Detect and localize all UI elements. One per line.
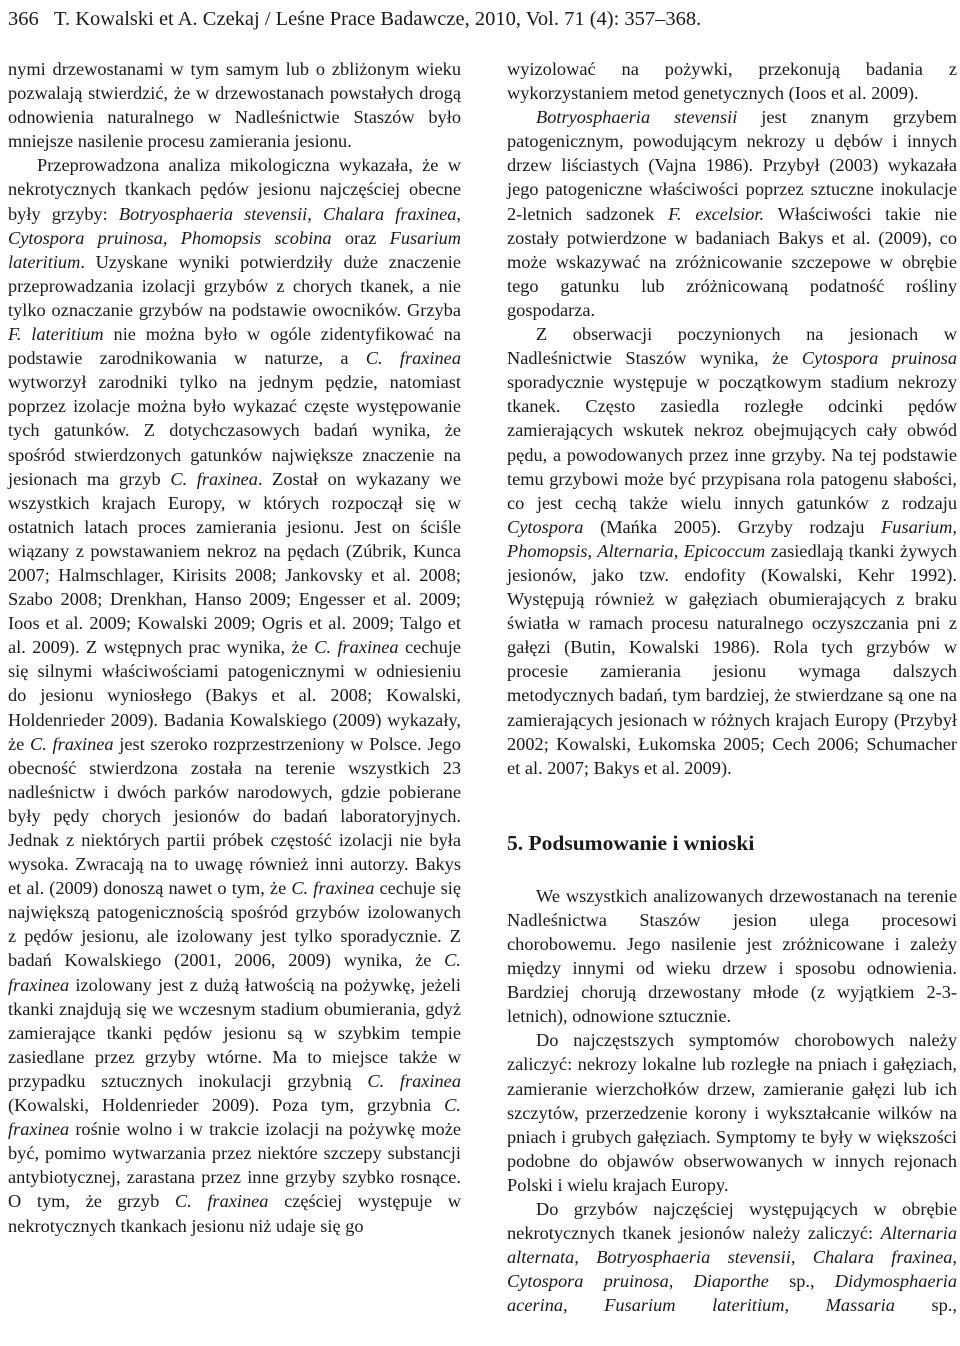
species-name: Cytospora pruinosa bbox=[8, 227, 163, 248]
paragraph bbox=[507, 57, 957, 105]
text-run: wytworzył zarodniki tylko na jednym pędzie, natomiast poprzez izolacje można było wykazać częste występowanie tych gatunków. Z dotychczasowych badań wynika, że spośród stwierdzonych gatunków największe znaczenie na jesionach ma grzyb bbox=[8, 372, 461, 489]
species-name: C. fraxinea bbox=[365, 348, 461, 369]
text-run: sp., bbox=[894, 1295, 957, 1316]
section-body bbox=[507, 884, 957, 1318]
text-run: izolowany jest z dużą łatwością na pożywkę, jeżeli tkanki znajdują się we wczesnym stadium obumierania, gdyż zamierające tkanki pędów jesionu są w szybkim tempie zasiedlane przez grzyby wtórne. Ma to miejsce także w przypadku sztucznych inokulacji grzybnią bbox=[8, 974, 461, 1091]
species-name: C. fraxinea bbox=[8, 950, 461, 995]
paragraph bbox=[507, 884, 957, 1029]
text-run: Z obserwacji poczynionych na jesionach w Nadleśnictwie Staszów wynika, że bbox=[507, 324, 957, 369]
text-run: Do grzybów najczęściej występujących w obrębie nekrotycznych tkanek jesionów należy zaliczyć: bbox=[507, 1199, 957, 1244]
species-name: Fusarium lateritium bbox=[604, 1295, 785, 1316]
text-run: , bbox=[784, 1295, 826, 1316]
species-name: C. fraxinea bbox=[8, 1095, 461, 1140]
text-run: nymi drzewostanami w tym samym lub o zbliżonym wieku pozwalają stwierdzić, że w drzewostanach powstałych drogą odnowienia naturalnego w Nadleśnictwie Staszów było mniejsze nasilenie procesu zamierania jesionu. bbox=[8, 59, 461, 152]
species-name: Cytospora bbox=[507, 516, 584, 537]
text-run: (Kowalski, Holdenrieder 2009). Poza tym, grzybnia bbox=[8, 1095, 445, 1116]
right-column bbox=[507, 57, 957, 1318]
species-name: Cytospora pruinosa bbox=[801, 348, 957, 369]
species-name: Fusarium lateritium bbox=[8, 227, 461, 272]
paragraph bbox=[507, 1028, 957, 1197]
species-name: C. fraxinea bbox=[170, 468, 258, 489]
paragraph bbox=[8, 153, 461, 1237]
species-name: F. lateritium bbox=[8, 324, 104, 345]
text-run: , bbox=[307, 203, 323, 224]
text-run: oraz bbox=[331, 227, 390, 248]
species-name: Didymosphaeria acerina bbox=[507, 1271, 957, 1316]
species-name: Alternaria alternata, Botryosphaeria stevensii, Chalara fraxinea, Cytospora pruinosa, Diaporthe bbox=[507, 1223, 957, 1292]
text-run: cechuje się silnymi właściwościami patogenicznymi w odniesieniu do jesionu wyniosłego (Bakys et al. 2008; Kowalski, Holdenrieder 2009). Badania Kowalskiego (2009) wykazały, że bbox=[8, 637, 461, 754]
text-run: zasiedlają tkanki żywych jesionów, jako tzw. endofity (Kowalski, Kehr 1992). Występują również w gałęziach obumierających z braku światła w ramach procesu naturalnego oczyszczania pni z gałęzi (Butin, Kowalski 1986). Rola tych grzybów w procesie zamierania jesionu wymaga dalszych metodycznych badań, tym bardziej, że stwierdzane są one na zamierających jesionach w różnych krajach Europy (Przybył 2002; Kowalski, Łukomska 2005; Cech 2006; Schumacher et al. 2007; Bakys et al. 2009). bbox=[507, 540, 957, 778]
text-run: cechuje się największą patogenicznością spośród grzybów izolowanych z pędów jesionu, ale izolowany jest tylko sporadycznie. Z badań Kowalskiego (2001, 2006, 2009) wynika, że bbox=[8, 878, 461, 971]
species-name: C. fraxinea bbox=[314, 637, 399, 658]
running-header bbox=[8, 4, 952, 34]
text-run: wyizolować na pożywki, przekonują badania z wykorzystaniem metod genetycznych (Ioos et al. 2009). bbox=[507, 59, 957, 104]
species-name: Fusarium, Phomopsis, Alternaria, Epicoccum bbox=[507, 516, 957, 561]
paragraph bbox=[507, 105, 957, 322]
species-name: C. fraxinea bbox=[29, 733, 114, 754]
text-run: Do najczęstszych symptomów chorobowych należy zaliczyć: nekrozy lokalne lub rozległe na pniach i gałęziach, zamieranie wierzchołków drzew, zamieranie gałęzi lub ich szczytów, przerzedzenie korony i wykształcanie wilków na pniach i grubych gałęziach. Symptomy te były w większości podobne do objawów obserwowanych w innych rejonach Polski i wielu krajach Europy. bbox=[507, 1030, 957, 1195]
paragraph bbox=[507, 1197, 957, 1317]
species-name: Chalara fraxinea bbox=[323, 203, 457, 224]
section-heading: 5. Podsumowanie i wnioski bbox=[507, 830, 755, 855]
text-run: sp., bbox=[768, 1271, 835, 1292]
left-column bbox=[8, 57, 461, 1238]
text-run: jest znanym grzybem patogenicznym, powodującym nekrozy u dębów i innych drzew liściastych (Vajna 1986). Przybył (2003) wykazała jego patogeniczne właściwości poprzez sztuczne inokulacje 2-letnich sadzonek bbox=[507, 107, 957, 224]
text-run: (Mańka 2005). Grzyby rodzaju bbox=[583, 516, 882, 537]
text-run: , bbox=[563, 1295, 605, 1316]
text-run: , bbox=[456, 203, 461, 224]
text-run: nie można było w ogóle zidentyfikować na podstawie zarodnikowania w naturze, a bbox=[8, 324, 461, 369]
text-run: Właściwości takie nie zostały potwierdzone w badaniach Bakys et al. (2009), co może wskazywać na zróżnicowanie szczepowe w obrębie tego gatunku lub zróżnicowaną podatność rośliny gospodarza. bbox=[507, 203, 958, 320]
species-name: C. fraxinea bbox=[291, 878, 375, 899]
journal-citation: T. Kowalski et A. Czekaj / Leśne Prace Badawcze, 2010, Vol. 71 (4): 357–368. bbox=[54, 8, 702, 30]
text-run: częściej występuje w nekrotycznych tkankach jesionu niż udaje się go bbox=[8, 1191, 461, 1236]
species-name: Phomopsis scobina bbox=[180, 227, 332, 248]
species-name: F. excelsior. bbox=[668, 203, 765, 224]
paragraph bbox=[8, 57, 461, 153]
text-run: We wszystkich analizowanych drzewostanach na terenie Nadleśnictwa Staszów jesion ulega procesowi chorobowemu. Jego nasilenie jest zróżnicowane i zależy między innymi od wieku drzew i sposobu odnowienia. Bardziej chorują drzewostany młode (z wyjątkiem 2-3-letnich), odnowione sztucznie. bbox=[507, 885, 957, 1027]
text-run: , bbox=[162, 227, 181, 248]
species-name: Botryosphaeria stevensii bbox=[118, 203, 308, 224]
text-run: Przeprowadzona analiza mikologiczna wykazała, że w nekrotycznych tkankach pędów jesionu najczęściej obecne były grzyby: bbox=[8, 155, 461, 224]
text-run: . Uzyskane wyniki potwierdziły duże znaczenie przeprowadzania izolacji grzybów z chorych tkanek, a nie tylko oznaczanie grzybów na podstawie owocników. Grzyba bbox=[8, 251, 461, 320]
species-name: Massaria bbox=[825, 1295, 895, 1316]
species-name: Botryosphaeria stevensii bbox=[536, 107, 738, 128]
text-run: sporadycznie występuje w początkowym stadium nekrozy tkanek. Często zasiedla rozległe odcinki pędów zamierających wskutek nekroz obejmujących cały obwód pędu, a powodowanych przez inne grzyby. Na tej podstawie temu grzybowi może być przypisana rola patogenu słabości, co jest cechą także wielu innych gatunków z rodzaju bbox=[507, 372, 957, 513]
species-name: C. fraxinea bbox=[367, 1070, 461, 1091]
paragraph bbox=[507, 322, 957, 780]
species-name: C. fraxinea bbox=[174, 1191, 269, 1212]
page-number: 366 bbox=[8, 8, 39, 30]
text-run: . Został on wykazany we wszystkich krajach Europy, w których rozpoczął się w ostatnich latach proces zamierania jesionu. Jest on ściśle wiązany z powstawaniem nekroz na pędach (Zúbrik, Kunca 2007; Halmschlager, Kirisits 2008; Jankovsky et al. 2008; Szabo 2008; Drenkhan, Hanso 2009; Engesser et al. 2009; Ioos et al. 2009; Kowalski 2009; Ogris et al. 2009; Talgo et al. 2009). Z wstępnych prac wynika, że bbox=[8, 468, 461, 658]
text-run: rośnie wolno i w trakcie izolacji na pożywkę może być, pomimo wytwarzania przez niektóre szczepy substancji antybiotycznej, zarastana przez inne grzyby szybko rosnące. O tym, że grzyb bbox=[8, 1119, 461, 1212]
text-run: jest szeroko rozprzestrzeniony w Polsce. Jego obecność stwierdzona została na terenie wszystkich 23 nadleśnictw i dwóch parków narodowych, gdzie pobierane były pędy chorych jesionów do badań laboratoryjnych. Jednak z niektórych partii próbek częstość izolacji nie była wysoka. Zwracają na to uwagę również inni autorzy. Bakys et al. (2009) donoszą nawet o tym, że bbox=[8, 733, 461, 899]
right-column-body bbox=[507, 57, 957, 780]
